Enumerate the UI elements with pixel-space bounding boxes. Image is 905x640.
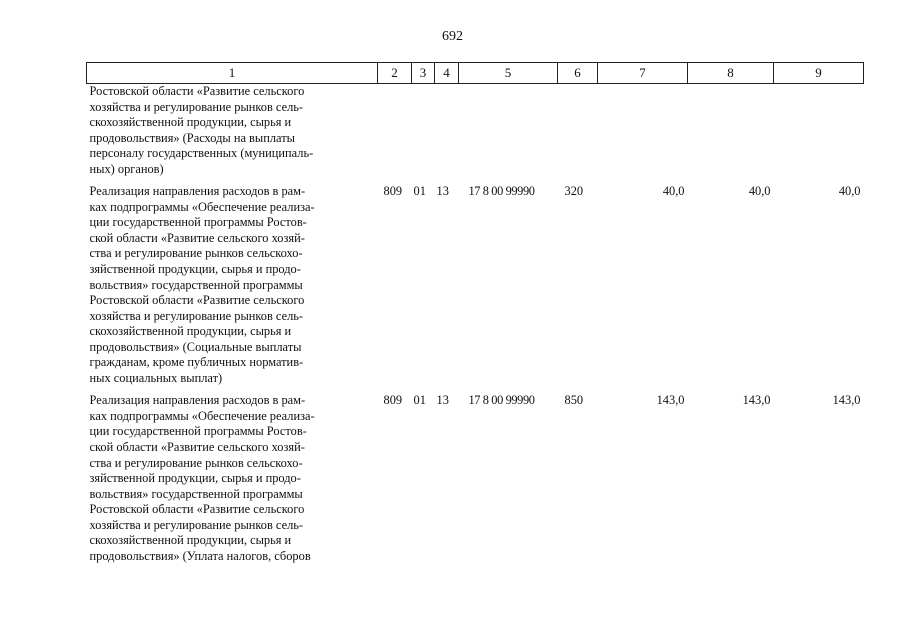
- header-row: [87, 63, 864, 84]
- description-line: зяйственной продукции, сырья и продо-: [89, 262, 301, 277]
- description-line: продовольствия» (Уплата налогов, сборов: [89, 548, 311, 563]
- col-header-4: 4: [435, 63, 459, 84]
- amount-year-1: [598, 84, 688, 185]
- ministry-code: [378, 84, 412, 185]
- page-number: 692: [442, 29, 463, 44]
- subsection-code: [435, 84, 459, 185]
- description-line: зяйственной продукции, сырья и продо-: [89, 471, 301, 486]
- description-line: скохозяйственной продукции, сырья и: [89, 324, 292, 339]
- description-line: ках подпрограммы «Обеспечение реализа-: [89, 408, 315, 423]
- description-line: хозяйства и регулирование рынков сель-: [89, 99, 304, 114]
- description-line: ства и регулирование рынков сельскохо-: [89, 455, 303, 470]
- amount-year-3: 40,0: [838, 184, 861, 199]
- expense-type-code: 850: [564, 393, 584, 408]
- target-article-code: 17 8 00 99990: [468, 393, 535, 408]
- description-line: ках подпрограммы «Обеспечение реализа-: [89, 199, 315, 214]
- description-line: вольствия» государственной программы: [89, 277, 303, 292]
- budget-table: [86, 62, 864, 564]
- description-line: хозяйства и регулирование рынков сель-: [89, 517, 304, 532]
- description-line: гражданам, кроме публичных норматив-: [89, 355, 304, 370]
- description-line: Реализация направления расходов в рам-: [89, 393, 306, 408]
- amount-year-1: 143,0: [656, 393, 685, 408]
- description-line: ства и регулирование рынков сельскохо-: [89, 246, 303, 261]
- row-description: [87, 184, 378, 393]
- col-header-5: 5: [459, 63, 558, 84]
- expense-type-code: 320: [564, 184, 584, 199]
- description-line: ской области «Развитие сельского хозяй-: [89, 440, 305, 455]
- description-line: хозяйства и регулирование рынков сель-: [89, 308, 304, 323]
- col-header-8: 8: [688, 63, 774, 84]
- col-header-2: 2: [378, 63, 412, 84]
- amount-year-2: [688, 84, 774, 185]
- description-line: персоналу государственных (муниципаль-: [89, 146, 314, 161]
- section-code: 01: [413, 184, 426, 199]
- description-line: ции государственной программы Ростов-: [89, 424, 307, 439]
- section-code: 01: [413, 393, 426, 408]
- col-header-7: 7: [598, 63, 688, 84]
- description-line: ных социальных выплат): [89, 370, 223, 385]
- section-code: [412, 84, 435, 185]
- expense-type-code: [558, 84, 598, 185]
- amount-year-3: [774, 84, 864, 185]
- description-line: вольствия» государственной программы: [89, 486, 303, 501]
- description-line: Реализация направления расходов в рам-: [89, 184, 306, 199]
- amount-year-2: 40,0: [748, 184, 771, 199]
- subsection-code: 13: [436, 393, 449, 408]
- table-body: [87, 84, 864, 565]
- table-header: [87, 63, 864, 84]
- amount-year-1: 40,0: [662, 184, 685, 199]
- table-row: [87, 393, 864, 564]
- description-line: Ростовской области «Развитие сельского: [89, 293, 305, 308]
- amount-year-2: 143,0: [742, 393, 771, 408]
- description-line: ской области «Развитие сельского хозяй-: [89, 230, 305, 245]
- col-header-1: 1: [87, 63, 378, 84]
- description-line: Ростовской области «Развитие сельского: [89, 502, 305, 517]
- description-line: ных) органов): [89, 161, 164, 176]
- description-line: ции государственной программы Ростов-: [89, 215, 307, 230]
- col-header-6: 6: [558, 63, 598, 84]
- subsection-code: 13: [436, 184, 449, 199]
- ministry-code: 809: [383, 393, 403, 408]
- description-line: скохозяйственной продукции, сырья и: [89, 115, 292, 130]
- col-header-3: 3: [412, 63, 435, 84]
- table-row: [87, 84, 864, 185]
- amount-year-3: 143,0: [832, 393, 861, 408]
- ministry-code: 809: [383, 184, 403, 199]
- row-description: [87, 393, 378, 564]
- table-row: [87, 184, 864, 393]
- target-article-code: 17 8 00 99990: [468, 184, 535, 199]
- description-line: Ростовской области «Развитие сельского: [89, 84, 305, 98]
- description-line: скохозяйственной продукции, сырья и: [89, 533, 292, 548]
- description-line: продовольствия» (Расходы на выплаты: [89, 130, 295, 145]
- col-header-9: 9: [774, 63, 864, 84]
- target-article-code: [459, 84, 558, 185]
- description-line: продовольствия» (Социальные выплаты: [89, 339, 302, 354]
- row-description: [87, 84, 378, 185]
